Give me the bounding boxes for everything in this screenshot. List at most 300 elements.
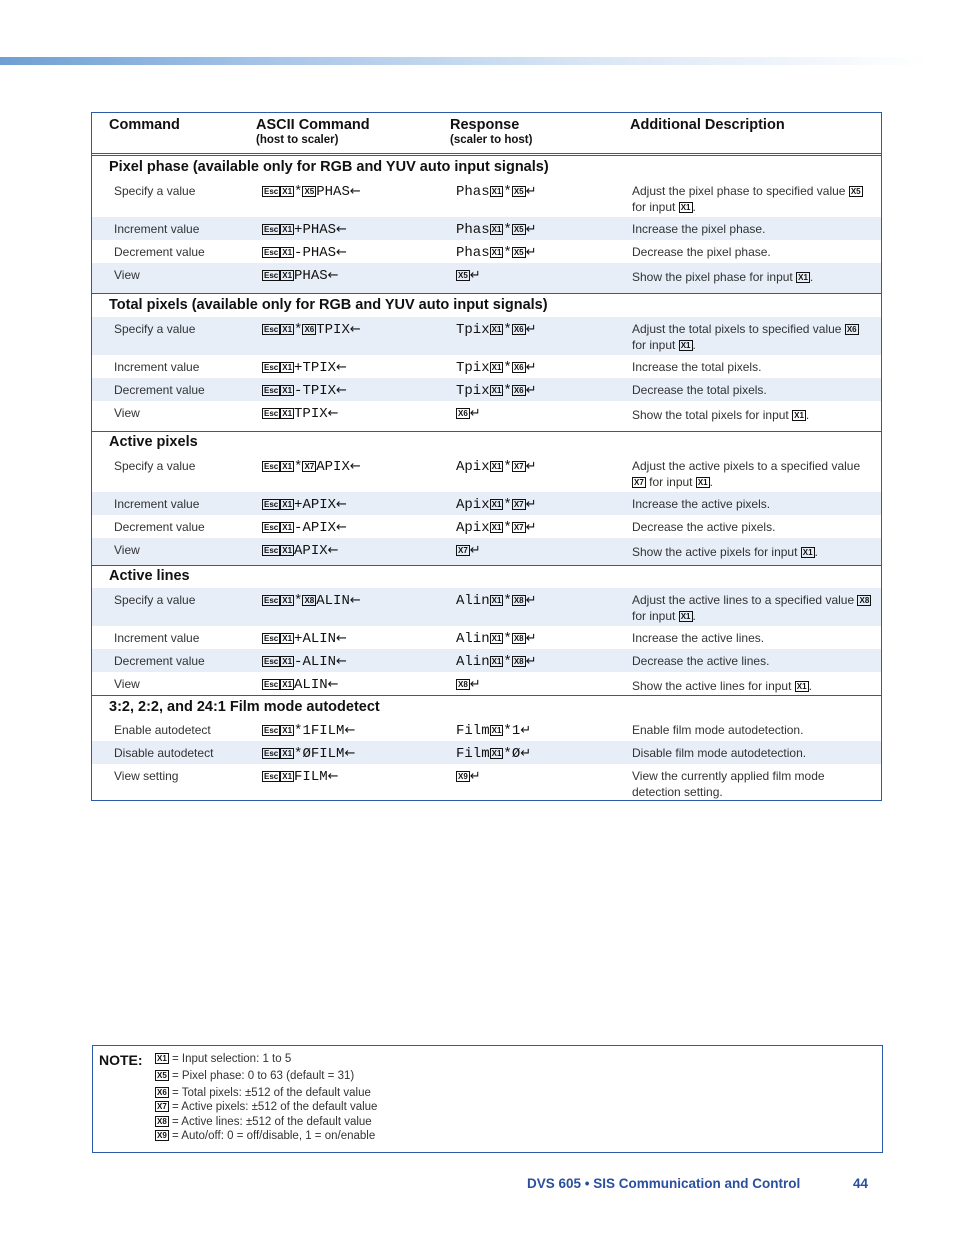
note-line	[155, 1101, 377, 1113]
note-line	[155, 1130, 375, 1142]
cmd-value: Ø	[302, 746, 311, 762]
key-x1: X1	[491, 500, 502, 509]
key-x7: X7	[513, 500, 524, 509]
desc-text: Show the active lines for input	[632, 679, 792, 693]
command-cell: Specify a value	[114, 593, 196, 607]
cmd-plus: +	[294, 222, 303, 238]
desc-end: .	[809, 270, 814, 284]
response-cell	[456, 222, 537, 238]
cmd-name: PHAS	[302, 222, 337, 238]
command-cell: Decrement value	[114, 520, 205, 534]
resp-name: Phas	[456, 222, 490, 238]
cmd-star: *	[503, 459, 512, 475]
key-esc: Esc	[264, 546, 279, 555]
key-x6: X6	[513, 363, 524, 372]
command-cell: Decrement value	[114, 245, 205, 259]
left-arrow-icon: ←	[336, 383, 347, 398]
key-x1: X1	[491, 462, 502, 471]
desc-text: Adjust the pixel phase to specified value	[632, 184, 846, 198]
ascii-cell	[262, 459, 361, 475]
command-cell: View	[114, 406, 140, 420]
key-x1: X1	[282, 772, 293, 781]
response-cell	[456, 593, 537, 609]
cmd-plus: +	[294, 360, 303, 376]
key-x1: X1	[282, 749, 293, 758]
key-x1: X1	[796, 682, 807, 691]
key-esc: Esc	[264, 386, 279, 395]
note-text: = Active pixels: ±512 of the default value	[172, 1101, 378, 1113]
key-esc: Esc	[264, 325, 279, 334]
note-key: X5	[157, 1071, 167, 1080]
key-x6: X6	[458, 409, 468, 418]
key-esc: Esc	[264, 500, 279, 509]
key-x1: X1	[282, 386, 293, 395]
resp-name: Alin	[456, 631, 490, 647]
command-cell: Increment value	[114, 222, 200, 236]
command-cell: Increment value	[114, 360, 200, 374]
cmd-name: TPIX	[302, 383, 337, 399]
note-text: = Input selection: 1 to 5	[172, 1053, 292, 1065]
ascii-cell	[262, 631, 347, 647]
key-x5: X5	[513, 225, 524, 234]
cmd-name: FILM	[294, 769, 328, 785]
description-cell	[632, 270, 872, 286]
header-description	[630, 113, 785, 153]
command-cell: Increment value	[114, 631, 200, 645]
cmd-value: 1	[302, 723, 311, 739]
key-x7: X7	[634, 477, 644, 487]
cmd-name: APIX	[294, 543, 328, 559]
cmd-name: PHAS	[302, 245, 337, 261]
ascii-cell	[262, 593, 361, 609]
table-row	[92, 649, 881, 672]
desc-end: .	[692, 199, 696, 214]
key-x1: X1	[282, 225, 293, 234]
table-row	[92, 741, 881, 764]
table-row	[92, 401, 881, 431]
note-key: X6	[157, 1088, 167, 1097]
cmd-star: *	[503, 184, 512, 200]
header-response	[450, 113, 532, 153]
key-x1: X1	[491, 657, 502, 666]
note-key: X7	[157, 1102, 167, 1111]
key-x8: X8	[458, 680, 468, 689]
response-cell	[456, 383, 537, 399]
page-number: 44	[853, 1176, 869, 1191]
description-cell	[632, 408, 872, 424]
cmd-star: *	[503, 360, 512, 376]
desc-text: for input	[649, 474, 693, 489]
table-row	[92, 626, 881, 649]
desc-end: .	[805, 408, 810, 422]
section-rule	[92, 431, 881, 432]
note-key: X8	[157, 1117, 167, 1126]
key-x5: X5	[304, 187, 315, 196]
key-x9: X9	[458, 772, 468, 781]
section-title-total-pixels: Total pixels (available only for RGB and YUV auto input signals)	[109, 297, 548, 313]
key-esc: Esc	[264, 271, 279, 280]
left-arrow-icon: ←	[336, 497, 347, 512]
left-arrow-icon: ←	[349, 459, 361, 474]
key-x5: X5	[513, 187, 524, 196]
key-esc: Esc	[264, 772, 279, 781]
resp-name: Phas	[456, 184, 490, 200]
key-esc: Esc	[264, 523, 279, 532]
table-row	[92, 764, 881, 800]
table-row	[92, 515, 881, 538]
key-x1: X1	[491, 523, 502, 532]
cmd-star: *	[294, 184, 303, 200]
ascii-cell	[262, 723, 355, 739]
enter-icon: ↵	[469, 268, 481, 283]
note-key: X9	[157, 1131, 167, 1140]
ascii-cell	[262, 520, 347, 536]
key-x1: X1	[282, 363, 293, 372]
description-cell: Increase the active lines.	[632, 631, 765, 645]
key-esc: Esc	[264, 248, 279, 257]
response-cell	[456, 184, 537, 200]
key-x8: X8	[513, 634, 524, 643]
left-arrow-icon: ←	[349, 184, 361, 199]
header-rule-double	[92, 155, 881, 156]
key-x1: X1	[798, 273, 808, 282]
desc-text: for input	[632, 337, 676, 352]
key-x1: X1	[794, 411, 804, 420]
cmd-name: APIX	[316, 459, 350, 475]
cmd-star: *	[294, 723, 303, 739]
key-x8: X8	[859, 596, 870, 605]
enter-icon: ↵	[525, 245, 537, 260]
cmd-name: APIX	[302, 497, 337, 513]
command-cell: Specify a value	[114, 184, 196, 198]
resp-name: Apix	[456, 497, 490, 513]
desc-end: .	[692, 337, 696, 352]
top-color-band	[0, 57, 930, 65]
table-row	[92, 454, 881, 492]
ascii-cell	[262, 677, 339, 693]
table-row	[92, 240, 881, 263]
key-x1: X1	[282, 271, 293, 280]
note-line	[155, 1053, 291, 1065]
cmd-star: *	[294, 322, 303, 338]
left-arrow-icon: ←	[336, 360, 347, 375]
description-cell: Decrease the pixel phase.	[632, 245, 771, 259]
key-x1: X1	[282, 657, 293, 666]
cmd-minus: -	[294, 654, 303, 670]
cmd-star: *	[294, 459, 303, 475]
description-cell	[632, 593, 872, 624]
key-x1: X1	[802, 548, 813, 557]
command-table	[91, 112, 882, 801]
desc-text: Adjust the total pixels to specified value	[632, 322, 842, 336]
key-x1: X1	[491, 726, 502, 735]
enter-icon: ↵	[525, 184, 537, 199]
key-esc: Esc	[264, 462, 279, 471]
note-key: X1	[157, 1054, 167, 1063]
key-x1: X1	[491, 187, 502, 196]
section-title-active-lines: Active lines	[109, 568, 190, 584]
enter-icon: ↵	[525, 497, 537, 512]
key-x1: X1	[680, 611, 691, 621]
desc-end: .	[814, 545, 818, 559]
response-cell	[456, 677, 481, 693]
key-esc: Esc	[264, 657, 279, 666]
command-cell: Enable autodetect	[114, 723, 211, 737]
enter-icon: ↵	[525, 631, 537, 646]
cmd-minus: -	[294, 520, 303, 536]
section-rule	[92, 293, 881, 294]
left-arrow-icon: ←	[327, 406, 339, 421]
table-row	[92, 355, 881, 378]
cmd-name: ALIN	[294, 677, 328, 693]
key-x1: X1	[491, 596, 502, 605]
cmd-star: *	[503, 383, 512, 399]
desc-text: Show the total pixels for input	[632, 408, 789, 422]
key-esc: Esc	[264, 596, 279, 605]
response-cell	[456, 497, 537, 513]
key-x1: X1	[282, 187, 293, 196]
description-cell: View the currently applied film mode detection setting.	[632, 769, 825, 799]
section-title-film-mode: 3:2, 2:2, and 24:1 Film mode autodetect	[109, 699, 380, 715]
key-x1: X1	[282, 248, 293, 257]
key-x1: X1	[491, 749, 502, 758]
left-arrow-icon: ←	[327, 543, 339, 558]
header-command-label: Command	[109, 117, 180, 133]
cmd-minus: -	[294, 383, 303, 399]
key-x5: X5	[850, 187, 861, 196]
left-arrow-icon: ←	[336, 654, 347, 669]
command-cell: Disable autodetect	[114, 746, 214, 760]
resp-name: Alin	[456, 654, 490, 670]
cmd-star: *	[503, 631, 512, 647]
response-cell	[456, 268, 481, 284]
key-esc: Esc	[264, 680, 279, 689]
response-cell	[456, 543, 481, 559]
cmd-star: *	[503, 497, 512, 513]
resp-name: Phas	[456, 245, 490, 261]
key-x7: X7	[458, 546, 468, 555]
cmd-star: *	[503, 746, 512, 762]
desc-text: Adjust the active lines to a specified value	[632, 593, 855, 607]
enter-icon: ↵	[469, 677, 481, 692]
response-cell	[456, 654, 537, 670]
enter-icon: ↵	[525, 459, 537, 474]
description-cell	[632, 679, 872, 695]
ascii-cell	[262, 543, 339, 559]
cmd-star: *	[294, 746, 303, 762]
cmd-name: APIX	[302, 520, 337, 536]
cmd-star: *	[503, 593, 512, 609]
cmd-name: FILM	[310, 746, 345, 762]
key-x7: X7	[304, 462, 315, 471]
cmd-star: *	[503, 654, 512, 670]
key-esc: Esc	[264, 187, 279, 196]
cmd-star: *	[503, 322, 512, 338]
cmd-name: PHAS	[294, 268, 328, 284]
command-cell: Decrement value	[114, 654, 205, 668]
desc-text: for input	[632, 199, 676, 214]
resp-name: Apix	[456, 459, 490, 475]
enter-icon: ↵	[525, 520, 537, 535]
enter-icon: ↵	[525, 593, 537, 608]
response-cell	[456, 746, 531, 762]
desc-text: Show the pixel phase for input	[632, 270, 793, 284]
key-x6: X6	[846, 325, 857, 334]
ascii-cell	[262, 497, 347, 513]
left-arrow-icon: ←	[349, 593, 361, 608]
key-x1: X1	[282, 726, 293, 735]
response-cell	[456, 769, 481, 785]
cmd-star: *	[503, 723, 512, 739]
key-x5: X5	[458, 271, 468, 280]
command-cell: Decrement value	[114, 383, 205, 397]
enter-icon: ↵	[525, 322, 537, 337]
key-x1: X1	[282, 596, 293, 605]
table-row	[92, 718, 881, 741]
desc-end: .	[808, 679, 812, 693]
key-x1: X1	[491, 225, 502, 234]
command-cell: Specify a value	[114, 322, 196, 336]
note-text: = Pixel phase: 0 to 63 (default = 31)	[172, 1070, 355, 1082]
cmd-name: PHAS	[316, 184, 350, 200]
key-x8: X8	[513, 657, 524, 666]
left-arrow-icon: ←	[349, 322, 361, 337]
ascii-cell	[262, 654, 347, 670]
desc-text: for input	[632, 608, 676, 623]
left-arrow-icon: ←	[327, 268, 339, 283]
cmd-value: 1	[511, 723, 521, 739]
resp-name: Tpix	[456, 383, 490, 399]
key-esc: Esc	[264, 363, 279, 372]
table-row	[92, 492, 881, 515]
key-x1: X1	[680, 340, 691, 350]
header-rule	[92, 153, 881, 154]
key-esc: Esc	[264, 225, 279, 234]
command-cell: Specify a value	[114, 459, 196, 473]
key-x1: X1	[697, 477, 708, 487]
enter-icon: ↵	[525, 222, 537, 237]
cmd-star: *	[503, 222, 512, 238]
key-x1: X1	[282, 546, 293, 555]
resp-name: Apix	[456, 520, 490, 536]
key-x8: X8	[304, 596, 315, 605]
resp-name: Film	[456, 746, 490, 762]
ascii-cell	[262, 245, 347, 261]
table-row	[92, 317, 881, 355]
key-esc: Esc	[264, 726, 279, 735]
cmd-plus: +	[294, 631, 303, 647]
section-rule	[92, 695, 881, 696]
description-cell: Increase the total pixels.	[632, 360, 762, 374]
table-row	[92, 378, 881, 401]
key-x6: X6	[304, 325, 315, 334]
footer-title: DVS 605 • SIS Communication and Control	[527, 1176, 801, 1191]
key-x7: X7	[513, 462, 524, 471]
cmd-name: ALIN	[302, 654, 337, 670]
key-x1: X1	[282, 462, 293, 471]
note-line	[155, 1116, 372, 1128]
description-cell: Decrease the active lines.	[632, 654, 770, 668]
key-x1: X1	[491, 363, 502, 372]
enter-icon: ↵	[525, 383, 537, 398]
ascii-cell	[262, 268, 339, 284]
command-cell: View setting	[114, 769, 179, 783]
table-row	[92, 179, 881, 217]
key-x8: X8	[513, 596, 524, 605]
left-arrow-icon: ←	[344, 746, 356, 761]
cmd-name: ALIN	[302, 631, 337, 647]
enter-icon: ↵	[525, 654, 537, 669]
ascii-cell	[262, 322, 361, 338]
description-cell	[632, 322, 872, 353]
command-cell: Increment value	[114, 497, 200, 511]
key-x1: X1	[680, 202, 691, 212]
key-x5: X5	[513, 248, 524, 257]
cmd-name: TPIX	[302, 360, 337, 376]
key-x1: X1	[282, 409, 293, 418]
enter-icon: ↵	[469, 406, 481, 421]
response-cell	[456, 631, 537, 647]
key-x7: X7	[513, 523, 524, 532]
enter-icon: ↵	[469, 769, 481, 784]
description-cell: Decrease the total pixels.	[632, 383, 767, 397]
ascii-cell	[262, 222, 347, 238]
command-cell: View	[114, 543, 140, 557]
resp-name: Tpix	[456, 322, 490, 338]
left-arrow-icon: ←	[327, 677, 339, 692]
key-esc: Esc	[264, 634, 279, 643]
key-esc: Esc	[264, 749, 279, 758]
key-x1: X1	[491, 634, 502, 643]
cmd-name: TPIX	[316, 322, 350, 338]
ascii-cell	[262, 406, 339, 422]
table-row	[92, 538, 881, 565]
description-cell: Decrease the active pixels.	[632, 520, 776, 534]
key-x1: X1	[491, 325, 502, 334]
cmd-value: Ø	[511, 746, 521, 762]
left-arrow-icon: ←	[327, 769, 339, 784]
left-arrow-icon: ←	[336, 520, 347, 535]
desc-text: Show the active pixels for input	[632, 545, 798, 559]
key-x1: X1	[491, 248, 502, 257]
cmd-minus: -	[294, 245, 303, 261]
key-x6: X6	[513, 325, 524, 334]
ascii-cell	[262, 383, 347, 399]
key-x1: X1	[282, 523, 293, 532]
header-ascii	[256, 113, 370, 153]
cmd-name: FILM	[310, 723, 345, 739]
description-cell	[632, 459, 872, 490]
description-cell	[632, 184, 872, 215]
ascii-cell	[262, 769, 339, 785]
response-cell	[456, 245, 537, 261]
command-cell: View	[114, 268, 140, 282]
left-arrow-icon: ←	[336, 222, 347, 237]
enter-icon: ↵	[525, 360, 537, 375]
note-text: = Active lines: ±512 of the default value	[172, 1116, 372, 1128]
cmd-star: *	[294, 593, 303, 609]
left-arrow-icon: ←	[336, 245, 347, 260]
table-row	[92, 217, 881, 240]
response-cell	[456, 520, 537, 536]
cmd-name: TPIX	[294, 406, 328, 422]
command-cell: View	[114, 677, 140, 691]
header-ascii-sub: (host to scaler)	[256, 134, 339, 146]
description-cell: Disable film mode autodetection.	[632, 746, 807, 760]
note-text: = Auto/off: 0 = off/disable, 1 = on/enable	[172, 1130, 376, 1142]
description-cell: Increase the active pixels.	[632, 497, 771, 511]
note-line	[155, 1087, 371, 1099]
